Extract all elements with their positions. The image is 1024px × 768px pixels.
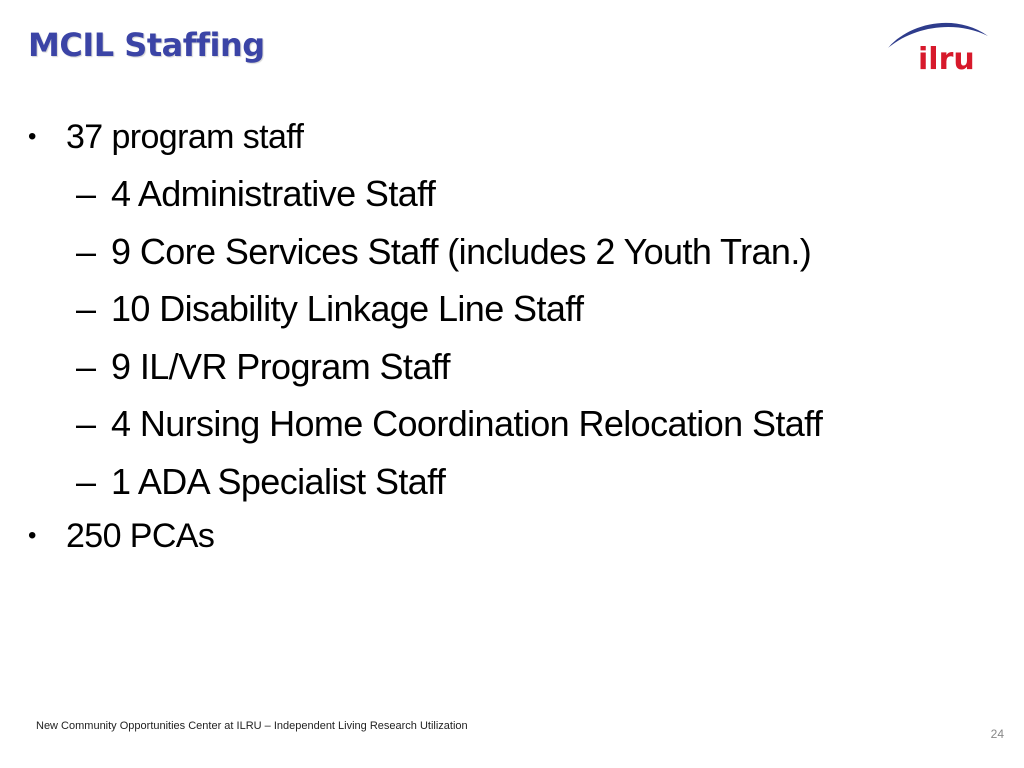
sub-bullet-text: 1 ADA Specialist Staff xyxy=(111,461,446,502)
logo-text: ilru xyxy=(918,42,975,74)
dash-marker: – xyxy=(76,461,96,502)
dash-marker: – xyxy=(76,288,96,329)
bullet-marker: • xyxy=(28,522,36,549)
slide-title: MCIL Staffing xyxy=(28,26,265,64)
dash-marker: – xyxy=(76,231,96,272)
sub-bullet-item xyxy=(76,231,811,273)
bullet-text: 250 PCAs xyxy=(66,517,215,555)
dash-marker: – xyxy=(76,173,96,214)
sub-bullet-item xyxy=(76,461,445,503)
bullet-item xyxy=(28,118,303,157)
dash-marker: – xyxy=(76,403,96,444)
sub-bullet-text: 10 Disability Linkage Line Staff xyxy=(111,288,584,329)
bullet-marker: • xyxy=(28,123,36,150)
sub-bullet-text: 4 Administrative Staff xyxy=(111,173,436,214)
sub-bullet-item xyxy=(76,346,450,388)
sub-bullet-item xyxy=(76,403,822,445)
page-number: 24 xyxy=(990,727,1004,741)
sub-bullet-text: 9 IL/VR Program Staff xyxy=(111,346,450,387)
dash-marker: – xyxy=(76,346,96,387)
sub-bullet-text: 4 Nursing Home Coordination Relocation Staff xyxy=(111,403,823,444)
sub-bullet-text: 9 Core Services Staff (includes 2 Youth Tran.) xyxy=(111,231,812,272)
sub-bullet-item xyxy=(76,288,583,330)
bullet-text: 37 program staff xyxy=(66,118,304,156)
sub-bullet-item xyxy=(76,173,435,215)
bullet-item xyxy=(28,517,214,556)
ilru-logo xyxy=(884,14,992,74)
footer-text: New Community Opportunities Center at ILRU – Independent Living Research Utilization xyxy=(36,720,468,732)
